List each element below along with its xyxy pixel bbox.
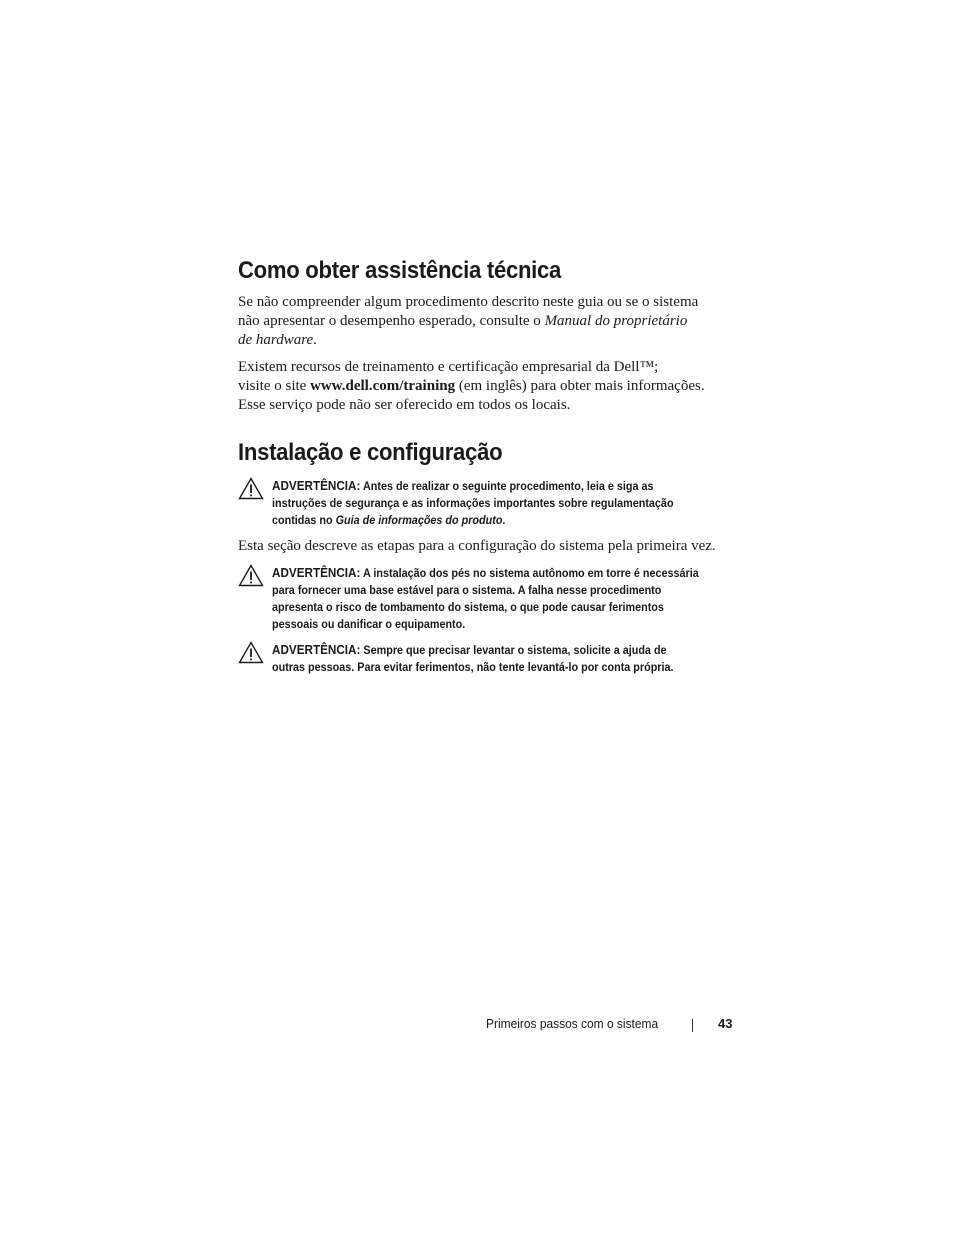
heading-installation: Instalação e configuração: [238, 439, 503, 466]
warning-block-1: [238, 477, 738, 529]
paragraph-training: [238, 358, 738, 415]
text-line: [272, 641, 691, 659]
warning-triangle-icon: [238, 641, 264, 664]
text-line: apresenta o risco de tombamento do sistema, o que pode causar ferimentos: [272, 600, 664, 614]
manual-title-emphasis: de hardware: [238, 332, 314, 348]
text-line: pessoais ou danificar o equipamento.: [272, 617, 466, 631]
text-line: [238, 331, 738, 350]
text-run: (em inglês) para obter mais informações.: [455, 378, 705, 394]
text-line: outras pessoas. Para evitar ferimentos, não tente levantá-lo por conta própria.: [272, 660, 674, 674]
warning-triangle-icon: [238, 564, 264, 587]
text-line: Esse serviço pode não ser oferecido em todos os locais.: [238, 397, 571, 413]
footer-divider: [692, 1019, 693, 1032]
warning-label: ADVERTÊNCIA:: [272, 478, 361, 493]
warning-block-3: [238, 641, 738, 676]
warning-block-2: [238, 564, 738, 633]
heading-technical-assistance: Como obter assistência técnica: [238, 257, 562, 284]
text-line: [238, 377, 738, 396]
warning-triangle-icon: [238, 477, 264, 500]
manual-title-emphasis: Manual do proprietário: [544, 313, 688, 329]
text-line: [238, 312, 738, 331]
text-line: instruções de segurança e as informações importantes sobre regulamentação: [272, 496, 674, 510]
text-run: A instalação dos pés no sistema autônomo em torre é necessária: [360, 566, 699, 580]
page-footer: [486, 1014, 736, 1034]
warning-label: ADVERTÊNCIA:: [272, 565, 361, 580]
text-run: .: [502, 513, 506, 527]
training-url: www.dell.com/training: [310, 378, 456, 394]
text-run: não apresentar o desempenho esperado, consulte o: [238, 313, 545, 329]
paragraph-assistance-intro: [238, 293, 738, 350]
text-line: [272, 512, 691, 529]
text-run: Antes de realizar o seguinte procedimento, leia e siga as: [360, 479, 654, 493]
page-number: 43: [718, 1016, 733, 1031]
text-line: Existem recursos de treinamento e certificação empresarial da Dell™;: [238, 359, 659, 375]
text-line: Se não compreender algum procedimento descrito neste guia ou se o sistema: [238, 294, 699, 310]
text-line: [272, 477, 691, 495]
text-run: Sempre que precisar levantar o sistema, solicite a ajuda de: [360, 643, 667, 657]
text-line: Esta seção descreve as etapas para a configuração do sistema pela primeira vez.: [238, 538, 716, 554]
product-guide-emphasis: Guia de informações do produto: [335, 513, 503, 527]
text-line: [272, 564, 699, 582]
text-line: para fornecer uma base estável para o sistema. A falha nesse procedimento: [272, 583, 662, 597]
text-run: .: [313, 332, 317, 348]
footer-chapter-title: Primeiros passos com o sistema: [486, 1016, 659, 1031]
paragraph-setup-intro: [238, 537, 738, 556]
page-content: [238, 255, 738, 684]
text-run: visite o site: [238, 378, 311, 394]
text-run: contidas no: [272, 513, 336, 527]
warning-label: ADVERTÊNCIA:: [272, 642, 361, 657]
